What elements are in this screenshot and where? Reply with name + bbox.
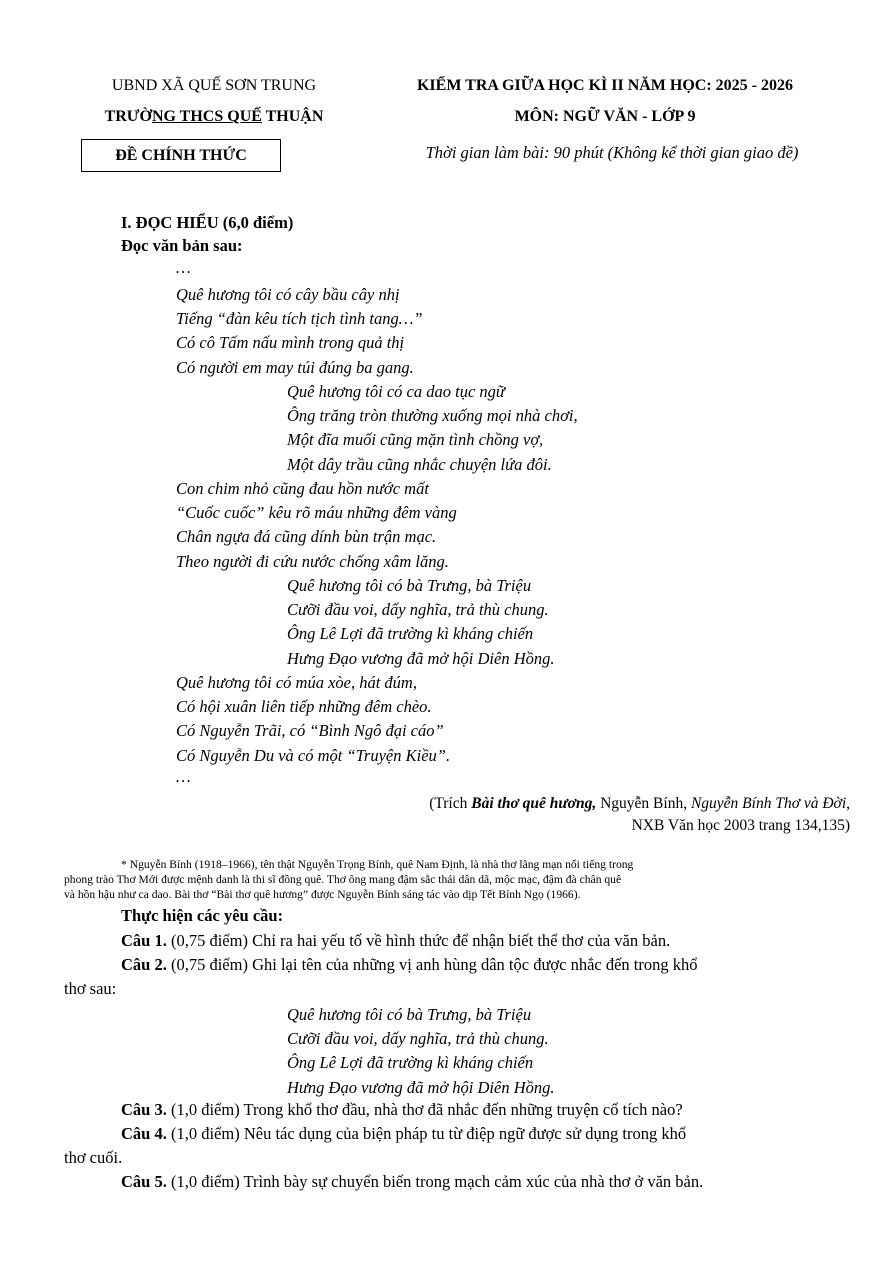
question-text: (0,75 điểm) Ghi lại tên của những vị anh hùng dân tộc được nhắc đến trong khổ bbox=[166, 955, 698, 974]
question-text: (1,0 điểm) Trong khổ thơ đầu, nhà thơ đã nhắc đến những truyện cổ tích nào? bbox=[166, 1100, 683, 1119]
question-text: (1,0 điểm) Nêu tác dụng của biện pháp tu từ điệp ngữ được sử dụng trong khổ bbox=[166, 1124, 687, 1143]
poem-line: Theo người đi cứu nước chống xâm lăng. bbox=[176, 551, 449, 571]
poem-line: Một dây trầu cũng nhắc chuyện lứa đôi. bbox=[287, 454, 552, 474]
poem-line: Quê hương tôi có bà Trưng, bà Triệu bbox=[287, 576, 532, 595]
poem-line: Tiếng “đàn kêu tích tịch tình tang…” bbox=[176, 309, 423, 329]
question-label: Câu 4. bbox=[121, 1124, 167, 1143]
district-name: UBND XÃ QUẾ SƠN TRUNG bbox=[111, 77, 317, 94]
poem-line: Hưng Đạo vương đã mở hội Diên Hồng. bbox=[287, 1077, 555, 1097]
question-2 bbox=[121, 955, 698, 975]
section-title: I. ĐỌC HIỂU (6,0 điểm) bbox=[121, 213, 294, 232]
poem-line: Quê hương tôi có bà Trưng, bà Triệu bbox=[287, 1005, 532, 1024]
official-badge: ĐỀ CHÍNH THỨC bbox=[115, 147, 247, 164]
poem-line: Con chim nhỏ cũng đau hồn nước mất bbox=[176, 479, 429, 498]
exam-title: KIỂM TRA GIỮA HỌC KÌ II NĂM HỌC: 2025 - 2026 bbox=[416, 77, 793, 94]
poem-line: Có hội xuân liên tiếp những đêm chèo. bbox=[176, 697, 432, 717]
question-text: (0,75 điểm) Chỉ ra hai yếu tố về hình thức để nhận biết thể thơ của văn bản. bbox=[166, 931, 671, 950]
author-note-line: phong trào Thơ Mới được mệnh danh là thi sĩ đồng quê. Thơ ông mang đậm sắc thái dân dã, mộc mạc, đậm đà chân quê bbox=[64, 873, 622, 886]
poem-line: Cưỡi đầu voi, dấy nghĩa, trả thù chung. bbox=[287, 1029, 549, 1049]
poem-ellipsis-bottom: … bbox=[176, 767, 191, 786]
question-1 bbox=[121, 931, 670, 951]
question-2-quote bbox=[287, 1003, 555, 1100]
question-label: Câu 5. bbox=[121, 1172, 167, 1191]
question-2-continued: thơ sau: bbox=[64, 979, 117, 998]
poem-line: Có người em may túi đúng ba gang. bbox=[176, 357, 414, 377]
school-name-part1: TRƯỜ bbox=[104, 108, 152, 125]
school-name-underlined: NG THCS QUẾ bbox=[151, 108, 262, 125]
poem-line: Quê hương tôi có ca dao tục ngữ bbox=[287, 382, 505, 401]
poem-line: Ông Lê Lợi đã trường kì kháng chiến bbox=[287, 1053, 534, 1073]
tasks-heading: Thực hiện các yêu cầu: bbox=[121, 906, 284, 925]
poem-line: Chân ngựa đá cũng dính bùn trận mạc. bbox=[176, 527, 437, 547]
poem-stanza-1 bbox=[176, 283, 423, 380]
poem-stanza-3 bbox=[176, 477, 457, 574]
question-3 bbox=[121, 1100, 683, 1120]
poem-line: “Cuốc cuốc” kêu rõ máu những đêm vàng bbox=[176, 503, 457, 523]
poem-stanza-4 bbox=[287, 574, 555, 671]
question-4-continued: thơ cuối. bbox=[64, 1148, 123, 1167]
poem-line: Có Nguyễn Trãi, có “Bình Ngô đại cáo” bbox=[176, 721, 444, 741]
poem-line: Cưỡi đầu voi, dấy nghĩa, trả thù chung. bbox=[287, 600, 549, 620]
poem-line: Ông Lê Lợi đã trường kì kháng chiến bbox=[287, 624, 534, 644]
poem-line: Hưng Đạo vương đã mở hội Diên Hồng. bbox=[287, 648, 555, 668]
question-4 bbox=[121, 1124, 686, 1144]
poem-line: Ông trăng tròn thường xuống mọi nhà chơi, bbox=[287, 406, 578, 426]
exam-duration: Thời gian làm bài: 90 phút (Không kể thời gian giao đề) bbox=[425, 143, 799, 162]
poem-stanza-2 bbox=[287, 380, 578, 477]
question-label: Câu 3. bbox=[121, 1100, 167, 1119]
school-name-part3: THUẬN bbox=[261, 108, 324, 125]
poem-line: Một đĩa muối cũng mặn tình chồng vợ, bbox=[287, 430, 544, 450]
source-publisher: NXB Văn học 2003 trang 134,135) bbox=[631, 817, 850, 834]
author-note-line: và hồn hậu như ca dao. Bài thơ “Bài thơ quê hương” được Nguyễn Bính sáng tác vào dịp Tết Bính Ngọ (1966). bbox=[64, 888, 581, 901]
poem-stanza-5 bbox=[176, 671, 450, 768]
poem-ellipsis-top: … bbox=[176, 258, 191, 277]
question-text: (1,0 điểm) Trình bày sự chuyển biến trong mạch cảm xúc của nhà thơ ở văn bản. bbox=[166, 1172, 704, 1191]
school-name bbox=[74, 108, 354, 126]
source-poem-title: Bài thơ quê hương, bbox=[471, 795, 597, 812]
question-label: Câu 2. bbox=[121, 955, 167, 974]
source-citation bbox=[429, 795, 850, 813]
subject-title: MÔN: NGỮ VĂN - LỚP 9 bbox=[514, 108, 696, 125]
author-note-line: * Nguyễn Bính (1918–1966), tên thật Nguyễn Trọng Bính, quê Nam Định, là nhà thơ lãng mạn nổi tiếng trong bbox=[121, 858, 634, 871]
source-book: Nguyễn Bính Thơ và Đời, bbox=[690, 795, 850, 812]
question-label: Câu 1. bbox=[121, 931, 167, 950]
poem-line: Quê hương tôi có múa xòe, hát đúm, bbox=[176, 673, 417, 692]
source-author: Nguyễn Bính, bbox=[596, 795, 691, 812]
source-pre: (Trích bbox=[429, 795, 472, 812]
poem-line: Có cô Tấm nấu mình trong quả thị bbox=[176, 333, 405, 353]
question-5 bbox=[121, 1172, 703, 1192]
poem-line: Quê hương tôi có cây bầu cây nhị bbox=[176, 285, 400, 304]
poem-line: Có Nguyễn Du và có một “Truyện Kiều”. bbox=[176, 745, 451, 765]
read-prompt: Đọc văn bản sau: bbox=[121, 236, 243, 255]
